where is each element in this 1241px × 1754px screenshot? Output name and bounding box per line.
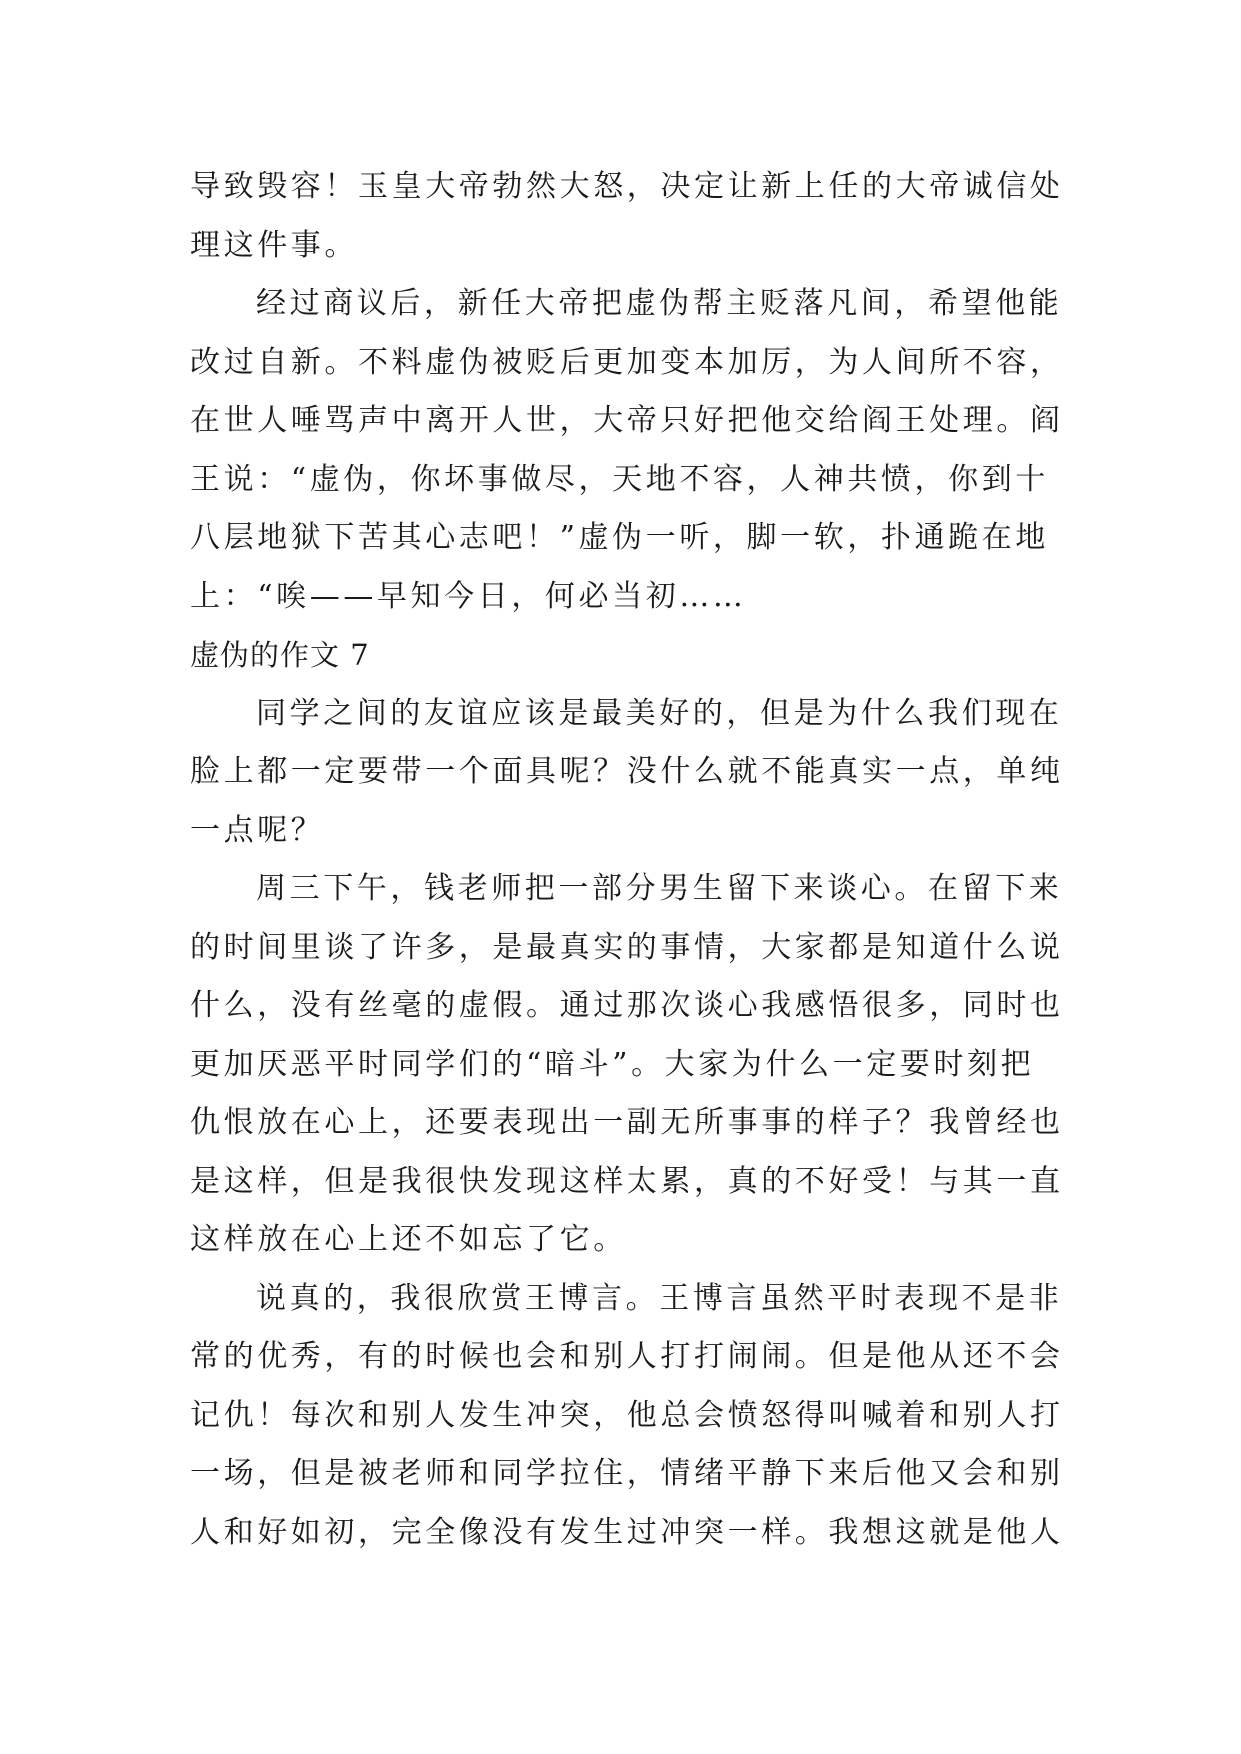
text-line: 导致毁容！玉皇大帝勃然大怒，决定让新上任的大帝诚信处 <box>190 169 1064 204</box>
paragraph-start-line: 经过商议后，新任大帝把虚伪帮主贬落凡间，希望他能 <box>256 286 1063 321</box>
text-line: 上：“唉——早知今日，何必当初…… <box>190 578 747 614</box>
text-line: 理这件事。 <box>190 227 358 263</box>
text-line: 什么，没有丝毫的虚假。通过那次谈心我感悟很多，同时也 <box>190 988 1064 1023</box>
text-line: 这样放在心上还不如忘了它。 <box>190 1222 627 1257</box>
text-line: 仇恨放在心上，还要表现出一副无所事事的样子？我曾经也 <box>190 1105 1064 1140</box>
text-line: 八层地狱下苦其心志吧！”虚伪一听，脚一软，扑通跪在地 <box>190 520 1049 555</box>
text-line: 人和好如初，完全像没有发生过冲突一样。我想这就是他人 <box>190 1514 1064 1550</box>
text-line: 一点呢？ <box>190 812 325 848</box>
section-heading: 虚伪的作文 7 <box>190 638 370 672</box>
text-line: 在世人唾骂声中离开人世，大帝只好把他交给阎王处理。阎 <box>190 403 1064 438</box>
paragraph-start-line: 同学之间的友谊应该是最美好的，但是为什么我们现在 <box>256 695 1063 731</box>
text-line: 一场，但是被老师和同学拉住，情绪平静下来后他又会和别 <box>190 1456 1064 1491</box>
text-line: 更加厌恶平时同学们的“暗斗”。大家为什么一定要时刻把 <box>190 1046 1035 1082</box>
text-line: 王说：“虚伪，你坏事做尽，天地不容，人神共愤，你到十 <box>190 461 1049 497</box>
text-line: 脸上都一定要带一个面具呢？没什么就不能真实一点，单纯 <box>190 754 1064 789</box>
text-line: 是这样，但是我很快发现这样太累，真的不好受！与其一直 <box>190 1163 1064 1199</box>
text-line: 改过自新。不料虚伪被贬后更加变本加厉，为人间所不容， <box>190 344 1064 380</box>
text-line: 常的优秀，有的时候也会和别人打打闹闹。但是他从还不会 <box>190 1339 1064 1374</box>
document-page <box>190 158 1064 1562</box>
paragraph-start-line: 说真的，我很欣赏王博言。王博言虽然平时表现不是非 <box>256 1280 1063 1316</box>
text-line: 记仇！每次和别人发生冲突，他总会愤怒得叫喊着和别人打 <box>190 1397 1064 1433</box>
paragraph-start-line: 周三下午，钱老师把一部分男生留下来谈心。在留下来 <box>256 871 1063 906</box>
text-line: 的时间里谈了许多，是最真实的事情，大家都是知道什么说 <box>190 929 1064 965</box>
